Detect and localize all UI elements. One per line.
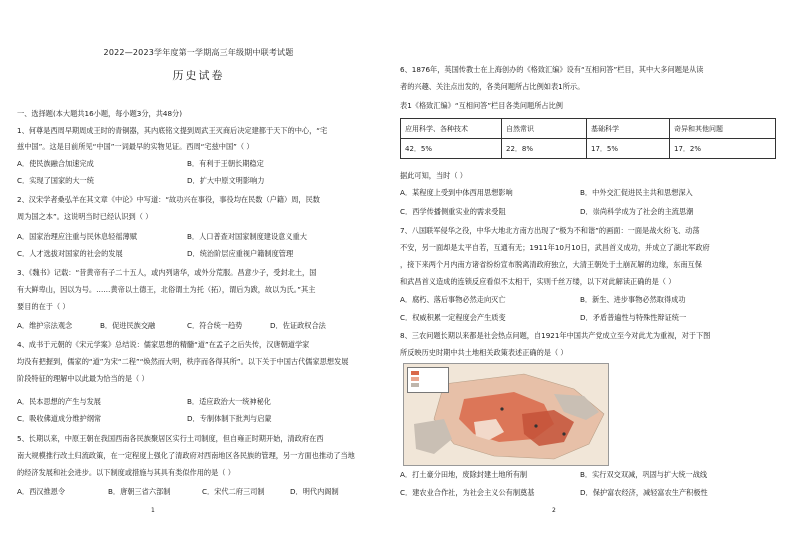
q1-option-d[interactable]: D．扩大中原文明影响力 [187,176,265,185]
legend-swatch [411,383,419,387]
table-header-cell: 自然常识 [502,119,587,139]
q8-option-d[interactable]: D．保护富农经济，减轻富农生产积极性 [580,488,708,497]
subject-title: 历史试卷 [172,69,225,82]
q2-line: 2、汉宋学者桑弘羊在其文章《中论》中写道：“故功兴在事役，事役均在民数（户籍）周，民数 [17,195,320,204]
q6-option-b[interactable]: B．中外交汇促进民主共和思想深入 [580,188,693,197]
q8-option-a[interactable]: A．打土豪分田地，废除封建土地所有制 [400,470,528,479]
q1-line: 兹中国”。这是目前所见“中国”一词最早的实物见证。西周“宅兹中国”（ ） [17,142,254,151]
exam-title: 2022—2023学年度第一学期高三年级期中联考试题 [103,48,294,57]
q1-option-a[interactable]: A．使民族融合加速完成 [17,159,94,168]
q8-option-c[interactable]: C．建农业合作社，为社会主义公有制奠基 [400,488,535,497]
q4-option-d[interactable]: D．专制体制下批判与启蒙 [187,414,272,423]
q2-option-c[interactable]: C．人才选拔对国家的社会的发展 [17,249,123,258]
q7-line: 不安，另一面却是太平自若，互通有无；1911年10月10日，武昌首义成功，并成立了湖北军政府 [400,243,710,252]
q8-option-b[interactable]: B．实行双交双减，巩固与扩大统一战线 [580,470,708,479]
q7-option-b[interactable]: B．新生、进步事物必然取得成功 [580,295,686,304]
table-header-cell: 应用科学、各种技术 [401,119,502,139]
table-cell: 42．5% [401,139,502,159]
q5-option-d[interactable]: D．明代内阁制 [290,487,339,496]
q7-line: ，接下来两个月内南方诸省纷纷宣布脱离清政府独立，大清王朝处于土崩瓦解的边缘，东南互保 [400,260,702,269]
q3-option-a[interactable]: A．维护宗法观念 [17,321,73,330]
q4-line: 4、成书于元朝的《宋元学案》总结说：儒家思想的精髓“道”在孟子之后失传，汉唐朝道学家 [17,340,310,349]
q4-option-c[interactable]: C．吸收佛道成分维护纲常 [17,414,102,423]
table-cell: 17．2% [670,139,776,159]
legend-swatch [411,377,419,381]
q3-option-d[interactable]: D．佐证政权合法 [270,321,326,330]
section-heading: 一、选择题(本大题共16小题，每小题3分，共48分) [17,109,183,118]
q1-line: 1、何尊是西周早期周成王时的青铜器，其内底铭文提到周武王灭商后决定建都于天下的中心，“宅 [17,126,328,135]
historical-map-image [403,363,609,466]
q3-line: 3、《魏书》记载：“昔黄帝有子二十五人，或内列诸华，或外分荒服。昌意少子，受封北土，国 [17,268,317,277]
q4-line: 均没有把握到，儒家的“道”为宋“二程”“焕然而大明，秩序而各得其所”。以下关于中国古代儒家思想发展 [17,357,349,366]
table-caption: 表1《格致汇编》“互相问答”栏目各类问题所占比例 [400,101,563,110]
q7-line: 7、八国联军侵华之役，中华大地北方南方出现了“极为不和谐”的画面：一面是战火纷飞、动荡 [400,226,700,235]
legend-swatch [411,371,419,375]
q7-option-d[interactable]: D．矛盾普遍性与特殊性辩证统一 [580,313,687,322]
q7-option-a[interactable]: A．腐朽、落后事物必然走向灭亡 [400,295,506,304]
q3-line: 有大鲜卑山，因以为号。……黄帝以土德王，北俗谓土为托（拓），谓后为跋，故以为氏。”其主 [17,285,316,294]
q5-option-c[interactable]: C．宋代二府三司制 [202,487,265,496]
q2-option-d[interactable]: D．统治阶层应重视户籍制度管理 [187,249,294,258]
q2-option-b[interactable]: B．人口普查对国家制度建设意义重大 [187,232,307,241]
q6-intro-line: 者的兴趣、关注点出发的，各类问题所占比例如表1所示。 [400,82,585,91]
q4-line: 阶段特征的理解中以此最为恰当的是（ ） [17,374,149,383]
table-header-cell: 基础科学 [587,119,670,139]
q1-option-c[interactable]: C．实现了国家的大一统 [17,176,94,185]
q7-option-c[interactable]: C．权威积累一定程度会产生质变 [400,313,506,322]
q2-option-a[interactable]: A．国家治理应注重与民休息轻徭薄赋 [17,232,137,241]
question-frequency-table [400,118,776,159]
q3-option-c[interactable]: C．符合统一趋势 [187,321,243,330]
q6-option-a[interactable]: A．某程度上受到中体西用思想影响 [400,188,513,197]
q3-option-b[interactable]: B．促进民族交融 [100,321,156,330]
q6-option-d[interactable]: D．崇尚科学成为了社会的主流思潮 [580,207,694,216]
page-number: 2 [552,507,556,514]
q5-line: 5、长期以来，中原王朝在我国西南各民族聚居区实行土司制度，但自雍正时期开始，清政府在西 [17,434,324,443]
q4-option-b[interactable]: B．适应政治大一统神秘化 [187,397,271,406]
table-header-cell: 奇异和其他问题 [670,119,776,139]
q5-line: 的经济发展和社会进步。以下制度或措施与其具有类似作用的是（ ） [17,468,235,477]
page-number: 1 [151,507,155,514]
q5-line: 南大规模推行改土归流政策，在一定程度上强化了清政府对西南地区各民族的管理，另一方面也推动了当地 [17,451,355,460]
table-cell: 17．5% [587,139,670,159]
q6-option-c[interactable]: C．西学传播侧重实业的需求受阻 [400,207,506,216]
q8-line: 所反映历史时期中共土地相关政策表述正确的是（ ） [400,348,568,357]
q5-option-b[interactable]: B．唐朝三省六部制 [108,487,171,496]
map-legend [407,367,449,393]
q6-stem: 据此可知，当时（ ） [400,171,467,180]
q7-line: 和武昌首义造成的连锁反应看似不太相干，实则千丝万缕，以下对此解读正确的是（ ） [400,277,676,286]
q3-line: 要目的在于（ ） [17,302,70,311]
q2-line: 周为国之本”。这说明当时已经认识到（ ） [17,212,153,221]
table-cell: 22．8% [502,139,587,159]
q6-intro-line: 6、1876年，英国传教士在上海创办的《格致汇编》设有“互相问答”栏目，其中大多问题是从读 [400,65,704,74]
q4-option-a[interactable]: A．民本思想的产生与发展 [17,397,101,406]
table-row [401,119,776,139]
q8-line: 8、三农问题长期以来都是社会热点问题，自1921年中国共产党成立至今对此尤为重视，对于下图 [400,331,711,340]
q1-option-b[interactable]: B．有利于王朝长期稳定 [187,159,264,168]
q5-option-a[interactable]: A．西汉推恩令 [17,487,66,496]
table-row [401,139,776,159]
